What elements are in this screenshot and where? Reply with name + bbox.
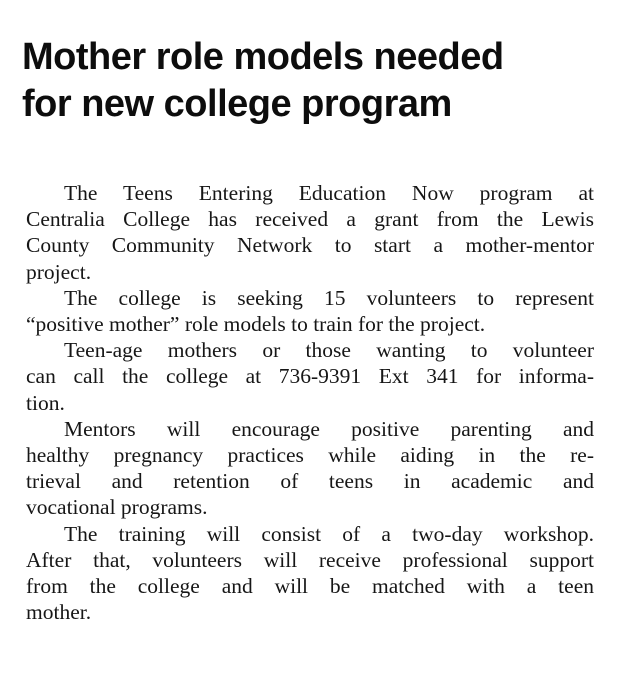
text-line: Mentors will encourage positive parenting and xyxy=(64,416,594,441)
text-line: from the college and will be matched with a teen xyxy=(26,574,594,599)
text-line: vocational programs. xyxy=(26,495,208,520)
text-line: healthy pregnancy practices while aiding in the re- xyxy=(26,443,594,468)
text-line: The college is seeking 15 volunteers to represent xyxy=(64,285,594,310)
text-line: mother. xyxy=(26,600,92,625)
text-line: “positive mother” role models to train for the project. xyxy=(26,312,486,337)
paragraph-training xyxy=(26,521,594,626)
paragraph-grant xyxy=(26,180,594,285)
text-line: trieval and retention of teens in academic and xyxy=(26,469,594,494)
headline-line: Mother role models needed xyxy=(22,36,504,78)
headline-line: for new college program xyxy=(22,83,452,125)
article-body xyxy=(26,180,594,625)
paragraph-contact xyxy=(26,337,594,416)
text-line: Teen-age mothers or those wanting to volunteer xyxy=(64,338,594,363)
text-line: Centralia College has received a grant from the Lewis xyxy=(26,207,594,232)
text-line: After that, volunteers will receive professional support xyxy=(26,547,594,572)
text-line: project. xyxy=(26,259,92,284)
text-line: The Teens Entering Education Now program at xyxy=(64,181,594,205)
paragraph-mentors xyxy=(26,416,594,521)
text-line: The training will consist of a two-day workshop. xyxy=(64,521,594,546)
text-line: County Community Network to start a mother-mentor xyxy=(26,233,594,258)
text-line: tion. xyxy=(26,390,65,415)
text-line: can call the college at 736-9391 Ext 341 for informa- xyxy=(26,364,594,389)
headline xyxy=(22,34,612,128)
paragraph-volunteers xyxy=(26,285,594,337)
